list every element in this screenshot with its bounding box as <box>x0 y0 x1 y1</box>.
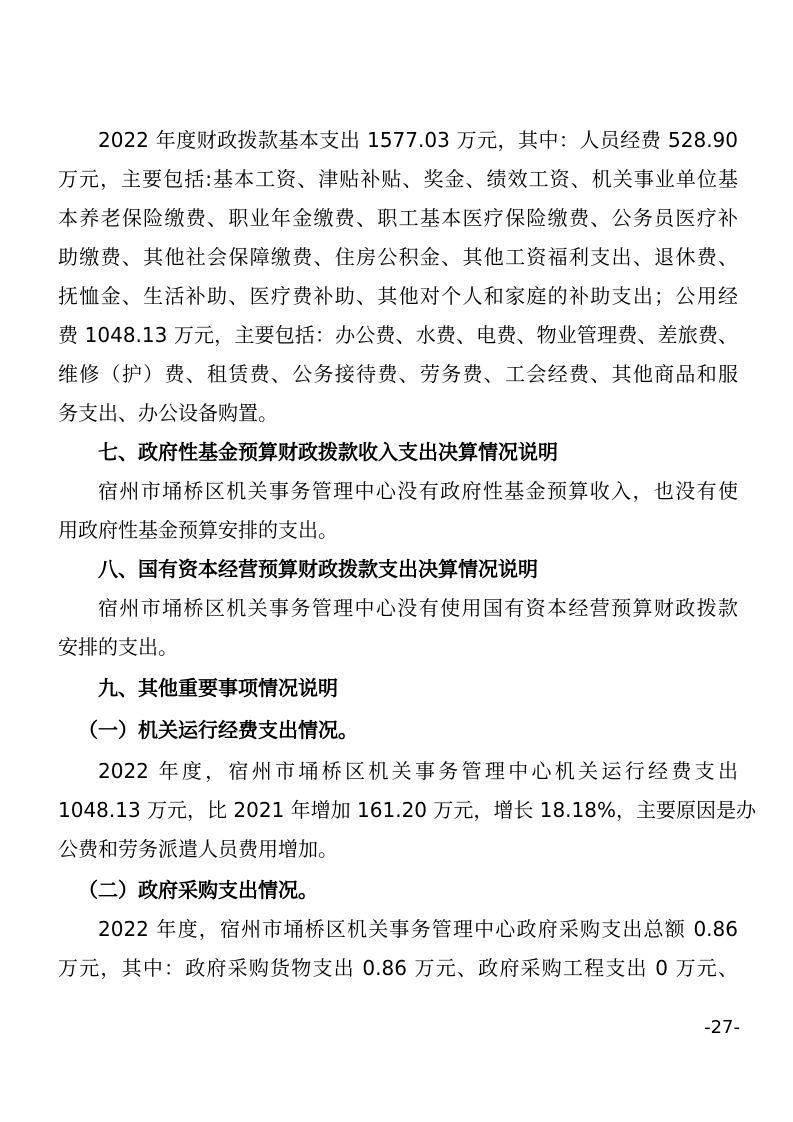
paragraph-line: 2022 年度，宿州市埇桥区机关事务管理中心政府采购支出总额 0.86 <box>98 917 738 941</box>
paragraph-line: 宿州市埇桥区机关事务管理中心没有政府性基金预算收入，也没有使 <box>98 479 738 503</box>
paragraph-line: 2022 年度，宿州市埇桥区机关事务管理中心机关运行经费支出 <box>98 759 738 783</box>
paragraph-line: 2022 年度财政拨款基本支出 1577.03 万元，其中：人员经费 528.90 <box>98 128 738 152</box>
paragraph-line: 抚恤金、生活补助、医疗费补助、其他对个人和家庭的补助支出；公用经 <box>58 284 738 308</box>
paragraph-line: 费 1048.13 万元，主要包括：办公费、水费、电费、物业管理费、差旅费、 <box>58 323 738 347</box>
paragraph-line: 本养老保险缴费、职业年金缴费、职工基本医疗保险缴费、公务员医疗补 <box>58 206 738 230</box>
paragraph-line: 维修（护）费、租赁费、公务接待费、劳务费、工会经费、其他商品和服 <box>58 362 738 386</box>
paragraph-line: 安排的支出。 <box>58 635 178 659</box>
paragraph-line: 1048.13 万元，比 2021 年增加 161.20 万元，增长 18.18%，主要原因是办 <box>58 798 756 822</box>
subsection-heading: （二）政府采购支出情况。 <box>78 878 318 902</box>
section-heading: 九、其他重要事项情况说明 <box>98 676 338 700</box>
paragraph-line: 用政府性基金预算安排的支出。 <box>58 518 338 542</box>
paragraph-line: 宿州市埇桥区机关事务管理中心没有使用国有资本经营预算财政拨款 <box>98 596 738 620</box>
paragraph-line: 公费和劳务派遣人员费用增加。 <box>58 837 338 861</box>
paragraph-line: 务支出、办公设备购置。 <box>58 401 278 425</box>
paragraph-line: 万元，其中：政府采购货物支出 0.86 万元、政府采购工程支出 0 万元、 <box>58 956 738 980</box>
section-heading: 八、国有资本经营预算财政拨款支出决算情况说明 <box>98 557 538 581</box>
section-heading: 七、政府性基金预算财政拨款收入支出决算情况说明 <box>98 440 558 464</box>
page-number: -27- <box>704 1017 740 1038</box>
subsection-heading: （一）机关运行经费支出情况。 <box>78 718 358 742</box>
paragraph-line: 万元，主要包括:基本工资、津贴补贴、奖金、绩效工资、机关事业单位基 <box>58 167 738 191</box>
paragraph-line: 助缴费、其他社会保障缴费、住房公积金、其他工资福利支出、退休费、 <box>58 245 738 269</box>
